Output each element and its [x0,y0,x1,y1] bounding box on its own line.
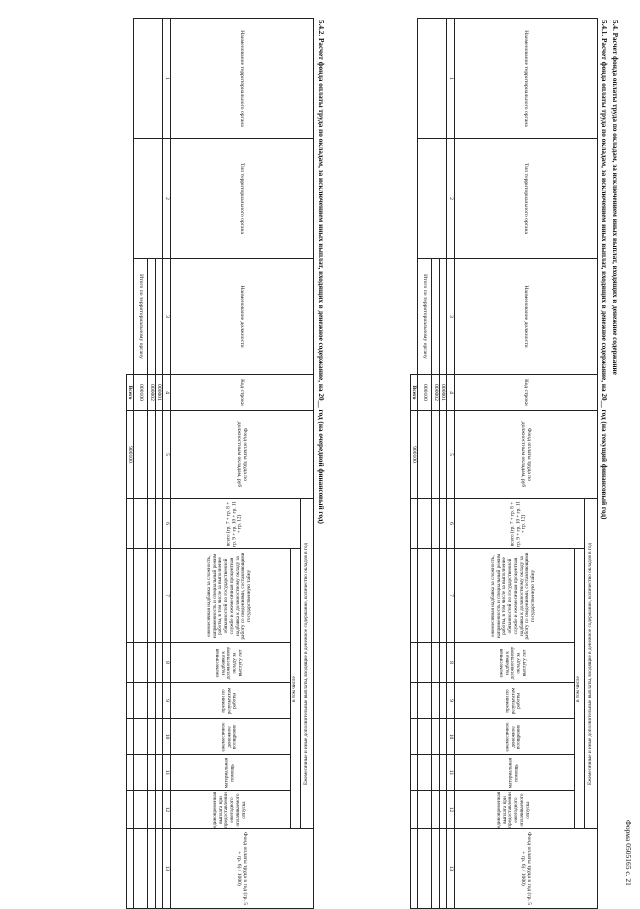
value-cell[interactable] [148,755,155,791]
value-cell[interactable] [155,791,162,829]
hdr-org-name: Наименование территориального органа [171,19,314,139]
hdr-col13: Фонд оплаты труда в год (гр. 5 + гр. 6) / 1000) [455,829,598,909]
value-cell[interactable] [439,643,446,683]
colnum-13: 13 [447,829,455,909]
value-cell[interactable] [134,643,148,683]
value-cell[interactable] [134,719,148,755]
hdr-position: Наименование должности [455,259,598,375]
value-cell[interactable] [432,829,439,909]
colnum-12: 12 [163,791,171,829]
value-cell[interactable] [439,683,446,719]
table2 [126,18,314,909]
value-cell[interactable] [155,683,162,719]
value-cell[interactable] [432,683,439,719]
value-cell[interactable] [126,499,133,549]
total-code: 900100 [126,411,133,499]
value-cell[interactable] [148,791,155,829]
value-cell[interactable] [134,549,148,643]
hdr-total: всего (гр. 7 + гр. 8 + гр. 9 + гр. 10 + гр. 11 + гр. 12) [455,499,585,549]
value-cell[interactable] [432,719,439,755]
colnum-11: 11 [447,755,455,791]
subtotal-code: 000100 [418,375,432,411]
position-cell[interactable] [432,259,439,375]
colnum-9: 9 [163,683,171,719]
value-cell[interactable] [432,755,439,791]
value-cell[interactable] [410,499,417,549]
hdr-col8: ежемесячная надбавка к должностному окладу за выслугу лет [455,643,575,683]
colnum-1: 1 [163,19,171,139]
hdr-fund-by-salary: Фонд оплаты труда по должностным окладам, руб [455,411,598,499]
colnum-11: 11 [163,755,171,791]
value-cell[interactable] [432,791,439,829]
hdr-including: в том числе [575,549,585,829]
value-cell[interactable] [148,643,155,683]
value-cell[interactable] [410,549,417,643]
value-cell[interactable] [432,643,439,683]
total-row [126,19,133,909]
position-cell[interactable] [155,259,162,375]
form-number: Форма 0505165 с. 21 [624,820,633,886]
value-cell[interactable] [134,499,148,549]
subtotal-code: 000100 [134,375,148,411]
colnum-10: 10 [163,719,171,755]
value-cell[interactable] [148,719,155,755]
value-cell[interactable] [418,643,432,683]
position-cell[interactable] [148,259,155,375]
total-row [410,19,417,909]
hdr-total: всего (гр. 7 + гр. 8 + гр. 9 + гр. 10 + гр. 11 + гр. 12) [171,499,301,549]
colnum-2: 2 [447,139,455,259]
value-cell[interactable] [155,549,162,643]
value-cell[interactable] [126,791,133,829]
colnum-8: 8 [447,643,455,683]
value-cell[interactable] [410,829,417,909]
org-type-cell[interactable] [134,139,163,259]
row-code: 000001 [439,375,446,411]
table-row [439,19,446,909]
colnum-6: 6 [163,499,171,549]
value-cell[interactable] [418,791,432,829]
value-cell[interactable] [155,499,162,549]
value-cell[interactable] [439,549,446,643]
hdr-col7: ежемесячная надбавка за сложность, напряженность и специальный режим работы, в том числе за выполнение обязанностей по государственной службе и ежемесячная процентная надбавка к должностному окладу за работу со сведениями, составляющими государственную тайну [455,549,575,643]
hdr-position: Наименование должности [171,259,314,375]
colnum-8: 8 [163,643,171,683]
colnum-5: 5 [163,411,171,499]
hdr-code: Код строки [455,375,598,411]
colnum-7: 7 [163,549,171,643]
hdr-col13: Фонд оплаты труда в год (гр. 5 + гр. 6) / 1000) [171,829,314,909]
hdr-col10: ежемесячное денежное поощрение [171,719,291,755]
colnum-4: 4 [163,375,171,411]
hdr-monthly-group: Ежемесячные и иные дополнительные выплаты, входящие в денежное содержание, количество окладов в год [585,499,598,829]
value-cell[interactable] [134,683,148,719]
colnum-10: 10 [447,719,455,755]
colnum-3: 3 [447,259,455,375]
org-name-cell[interactable] [134,19,163,139]
value-cell[interactable] [155,755,162,791]
colnum-12: 12 [447,791,455,829]
colnum-1: 1 [447,19,455,139]
value-cell[interactable] [148,829,155,909]
value-cell[interactable] [418,829,432,909]
total-label: Всего [126,375,133,411]
hdr-org-type: Тип территориального органа [455,139,598,259]
hdr-org-type: Тип территориального органа [171,139,314,259]
value-cell[interactable] [155,643,162,683]
hdr-col9: премии по результатам работы [455,683,575,719]
subtotal-label: Итого по территориальному органу [418,259,432,375]
hdr-org-name: Наименование территориального органа [455,19,598,139]
colnum-13: 13 [163,829,171,909]
colnum-7: 7 [447,549,455,643]
value-cell[interactable] [432,411,439,499]
table1 [410,18,598,909]
colnum-5: 5 [447,411,455,499]
value-cell[interactable] [418,549,432,643]
row-code: 000002 [432,375,439,411]
value-cell[interactable] [148,683,155,719]
hdr-including: в том числе [291,549,301,829]
colnum-2: 2 [163,139,171,259]
row-code: 000002 [148,375,155,411]
hdr-col11: материальная помощь [455,755,575,791]
value-cell[interactable] [134,755,148,791]
hdr-col11: материальная помощь [171,755,291,791]
colnum-9: 9 [447,683,455,719]
section-title: 5.4. Расчет фонда оплаты труда по окладам, за исключением иных выплат, входящих в денежное содержание [611,20,619,375]
subtotal-label: Итого по территориальному органу [134,259,148,375]
value-cell[interactable] [134,791,148,829]
value-cell[interactable] [432,499,439,549]
blank-cell [126,19,133,375]
colnum-3: 3 [163,259,171,375]
value-cell[interactable] [439,719,446,755]
value-cell[interactable] [126,549,133,643]
row-code: 000001 [155,375,162,411]
value-cell[interactable] [418,499,432,549]
value-cell[interactable] [148,499,155,549]
hdr-col7: ежемесячная надбавка за сложность, напряженность и специальный режим работы, в том числе за выполнение обязанностей по государственной службе и ежемесячная процентная надбавка к должностному окладу за работу со сведениями, составляющими государственную тайну [171,549,291,643]
hdr-col9: премии по результатам работы [171,683,291,719]
value-cell[interactable] [439,755,446,791]
value-cell[interactable] [418,411,432,499]
total-code: 900100 [410,411,417,499]
blank-cell [410,19,417,375]
value-cell[interactable] [134,411,148,499]
value-cell[interactable] [410,719,417,755]
value-cell[interactable] [418,755,432,791]
value-cell[interactable] [126,719,133,755]
value-cell[interactable] [155,411,162,499]
total-label: Всего [410,375,417,411]
value-cell[interactable] [410,755,417,791]
value-cell[interactable] [439,411,446,499]
colnum-4: 4 [447,375,455,411]
value-cell[interactable] [418,683,432,719]
value-cell[interactable] [155,719,162,755]
value-cell[interactable] [148,411,155,499]
position-cell[interactable] [439,259,446,375]
value-cell[interactable] [134,829,148,909]
value-cell[interactable] [418,719,432,755]
hdr-fund-by-salary: Фонд оплаты труда по должностным окладам, руб [171,411,314,499]
value-cell[interactable] [126,683,133,719]
value-cell[interactable] [410,791,417,829]
org-type-cell[interactable] [418,139,447,259]
table2-title: 5.4.2. Расчет фонда оплаты труда по окладам, за исключением иных выплат, входящих в денежное содержание, на 20__ год (на очередной финансовый год) [317,20,325,524]
value-cell[interactable] [439,499,446,549]
colnum-6: 6 [447,499,455,549]
value-cell[interactable] [432,549,439,643]
hdr-col12: единовременная выплата при предоставлении ежегодного оплачиваемого отпуска [171,791,291,829]
value-cell[interactable] [126,643,133,683]
value-cell[interactable] [155,829,162,909]
value-cell[interactable] [126,755,133,791]
table-row [155,19,162,909]
value-cell[interactable] [439,791,446,829]
hdr-col12: единовременная выплата при предоставлении ежегодного оплачиваемого отпуска [455,791,575,829]
value-cell[interactable] [410,643,417,683]
hdr-col10: ежемесячное денежное поощрение [455,719,575,755]
value-cell[interactable] [148,549,155,643]
hdr-code: Код строки [171,375,314,411]
org-name-cell[interactable] [418,19,447,139]
value-cell[interactable] [439,829,446,909]
value-cell[interactable] [126,829,133,909]
hdr-col8: ежемесячная надбавка к должностному окладу за выслугу лет [171,643,291,683]
table1-title: 5.4.1. Расчет фонда оплаты труда по окладам, за исключением иных выплат, входящих в денежное содержание, на 20__ год (на текущий финансовый год) [600,20,608,520]
hdr-monthly-group: Ежемесячные и иные дополнительные выплаты, входящие в денежное содержание, количество окладов в год [301,499,314,829]
value-cell[interactable] [410,683,417,719]
